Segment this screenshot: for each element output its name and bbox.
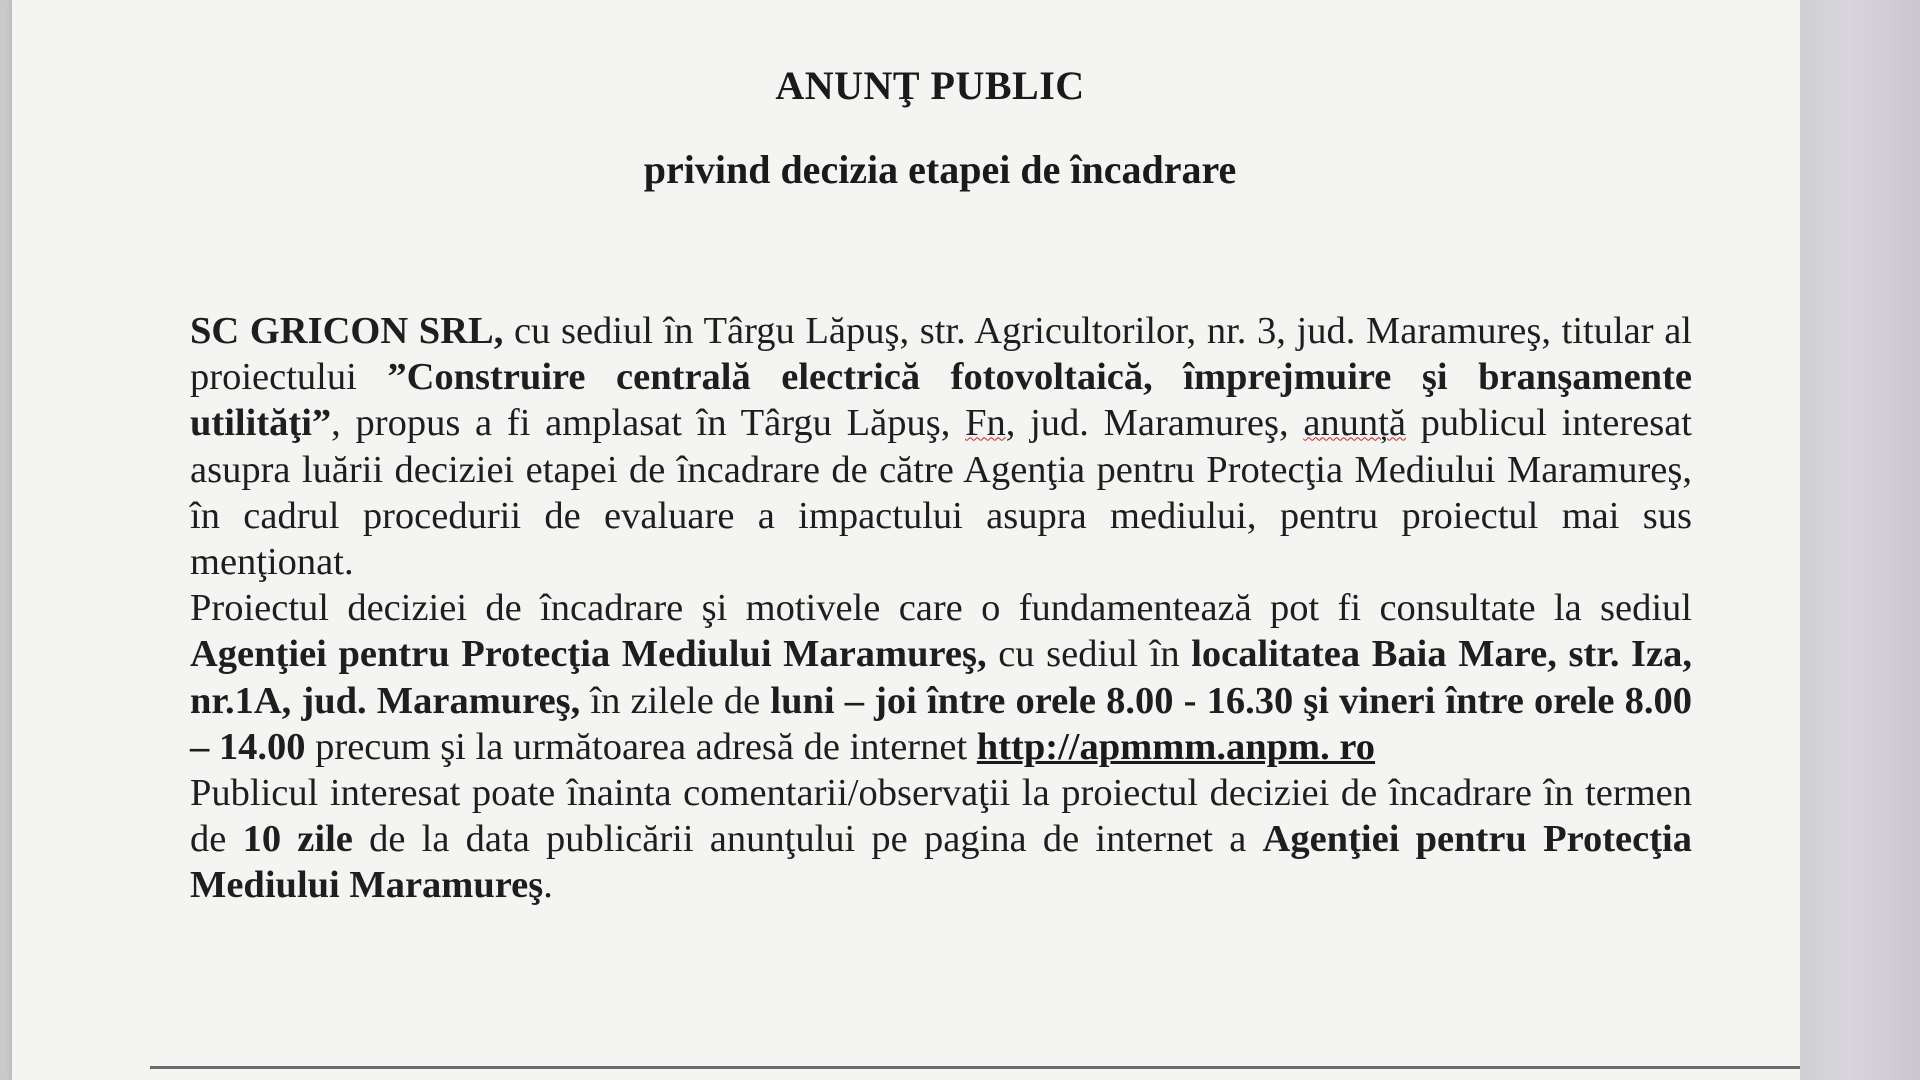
website-link[interactable]: http://apmmm.anpm. ro — [976, 725, 1376, 768]
intro-text-2: , propus a fi amplasat în Târgu Lăpuş, — [331, 402, 966, 445]
comments-text-2: de la data publicării anunţului pe pagina de internet a — [352, 818, 1263, 861]
paragraph-intro — [190, 308, 1692, 585]
agency-name-final: Agenţiei pentru Protecţia Mediului Maramureş — [190, 818, 1692, 907]
comments-text-1: Publicul interesat poate înainta comentarii/observaţii la proiectul deciziei de încadrare în termen de — [190, 772, 1692, 861]
document-body — [190, 308, 1692, 909]
spellcheck-word-fn: Fn — [965, 402, 1006, 445]
agency-address: localitatea Baia Mare, str. Iza, nr.1A, jud. Maramureş, — [190, 633, 1692, 722]
bottom-rule — [150, 1066, 1800, 1069]
comment-term: 10 zile — [242, 818, 353, 861]
document-subtitle: privind decizia etapei de încadrare — [643, 147, 1237, 192]
agency-name: Agenţiei pentru Protecţia Mediului Maramureş, — [190, 633, 987, 676]
intro-text-1: cu sediul în Târgu Lăpuş, str. Agricultorilor, nr. 3, jud. Maramureş, titular al proiectului — [190, 310, 1692, 399]
consult-text-1: Proiectul deciziei de încadrare şi motivele care o fundamentează pot fi consultate la sediul — [190, 587, 1692, 630]
office-hours: luni – joi între orele 8.00 - 16.30 şi vineri între orele 8.00 – 14.00 — [190, 679, 1692, 768]
consult-text-4: precum şi la următoarea adresă de internet — [305, 725, 977, 768]
document-title: ANUNŢ PUBLIC — [775, 63, 1085, 108]
paragraph-consult — [190, 585, 1692, 770]
intro-text-3: , jud. Maramureş, — [1005, 402, 1304, 445]
spellcheck-word-anunta: anunță — [1303, 402, 1406, 445]
comments-text-3: . — [543, 864, 553, 907]
company-name: SC GRICON SRL, — [190, 310, 504, 352]
consult-text-3: în zilele de — [580, 679, 771, 722]
project-name: ”Construire centrală electrică fotovoltaică, împrejmuire şi branşamente utilităţi” — [190, 356, 1692, 445]
consult-text-2: cu sediul în — [986, 633, 1192, 676]
intro-text-4: publicul interesat asupra luării deciziei etapei de încadrare de către Agenţia pentru Protecţia Mediului Maramureş, în cadrul procedurii de evaluare a impactului asupra mediului, pentru proiectul mai sus menţionat. — [190, 402, 1692, 584]
paragraph-comments — [190, 770, 1692, 909]
